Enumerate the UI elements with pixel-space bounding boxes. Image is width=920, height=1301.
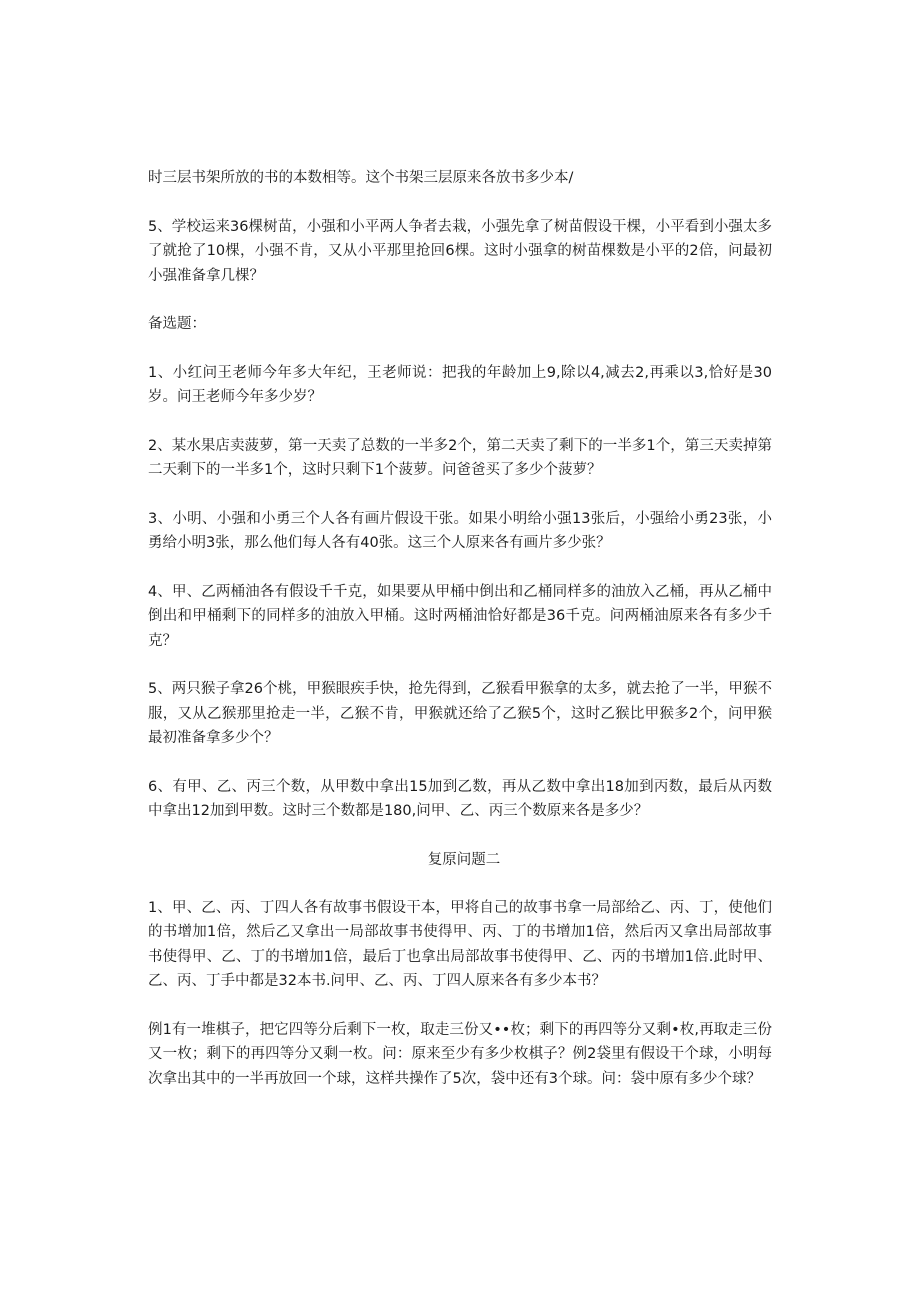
optional-question-3: 3、小明、小强和小勇三个人各有画片假设干张。如果小明给小强13张后，小强给小勇23张，小勇给小明3张，那么他们每人各有40张。这三个人原来各有画片多少张？ [148,510,772,551]
question-5-tree-saplings: 5、学校运来36棵树苗，小强和小平两人争者去栽，小强先拿了树苗假设干棵，小平看到小强太多了就抢了10棵，小强不肯，又从小平那里抢回6棵。这时小强拿的树苗棵数是小平的2倍，问最初小强准备拿几棵？ [148,218,772,284]
section-title: 复原问题二 [427,851,501,868]
optional-question-6: 6、有甲、乙、丙三个数，从甲数中拿出15加到乙数，再从乙数中拿出18加到丙数，最后从丙数中拿出12加到甲数。这时三个数都是180,问甲、乙、丙三个数原来各是多少？ [148,778,772,819]
paragraph-continued: 时三层书架所放的书的本数相等。这个书架三层原来各放书多少本/ [148,170,574,186]
review-examples: 例1有一堆棋子，把它四等分后剩下一枚，取走三份又••枚；剩下的再四等分又剩•枚,再取走三份又一枚；剩下的再四等分又剩一枚。问：原来至少有多少枚棋子？例2袋里有假设干个球，小明每次拿出其中的一半再放回一个球，这样共操作了5次，袋中还有3个球。问：袋中原有多少个球？ [148,1021,772,1087]
review-question-1: 1、甲、乙、丙、丁四人各有故事书假设干本，甲将自己的故事书拿一局部给乙、丙、丁，使他们的书增加1倍，然后乙又拿出一局部故事书使得甲、丙、丁的书增加1倍，然后丙又拿出局部故事书使得甲、乙、丁的书增加1倍，最后丁也拿出局部故事书使得甲、乙、丙的书增加1倍.此时甲、乙、丙、丁手中都是32本书.问甲、乙、丙、丁四人原来各有多少本书？ [148,899,772,989]
document-page [148,166,772,1115]
section-label-optional: 备选题： [148,316,206,332]
optional-question-5: 5、两只猴子拿26个桃，甲猴眼疾手快，抢先得到，乙猴看甲猴拿的太多，就去抢了一半，甲猴不服，又从乙猴那里抢走一半，乙猴不肯，甲猴就还给了乙猴5个，这时乙猴比甲猴多2个，问甲猴最初准备拿多少个？ [148,681,772,746]
optional-question-2: 2、某水果店卖菠萝，第一天卖了总数的一半多2个，第二天卖了剩下的一半多1个，第三天卖掉第二天剩下的一半多1个，这时只剩下1个菠萝。问爸爸买了多少个菠萝？ [148,437,772,478]
optional-question-1: 1、小红问王老师今年多大年纪，王老师说：把我的年龄加上9,除以4,减去2,再乘以3,恰好是30岁。问王老师今年多少岁？ [148,364,772,405]
optional-question-4: 4、甲、乙两桶油各有假设千千克，如果要从甲桶中倒出和乙桶同样多的油放入乙桶，再从乙桶中倒出和甲桶剩下的同样多的油放入甲桶。这时两桶油恰好都是36千克。问两桶油原来各有多少千克？ [148,583,772,649]
